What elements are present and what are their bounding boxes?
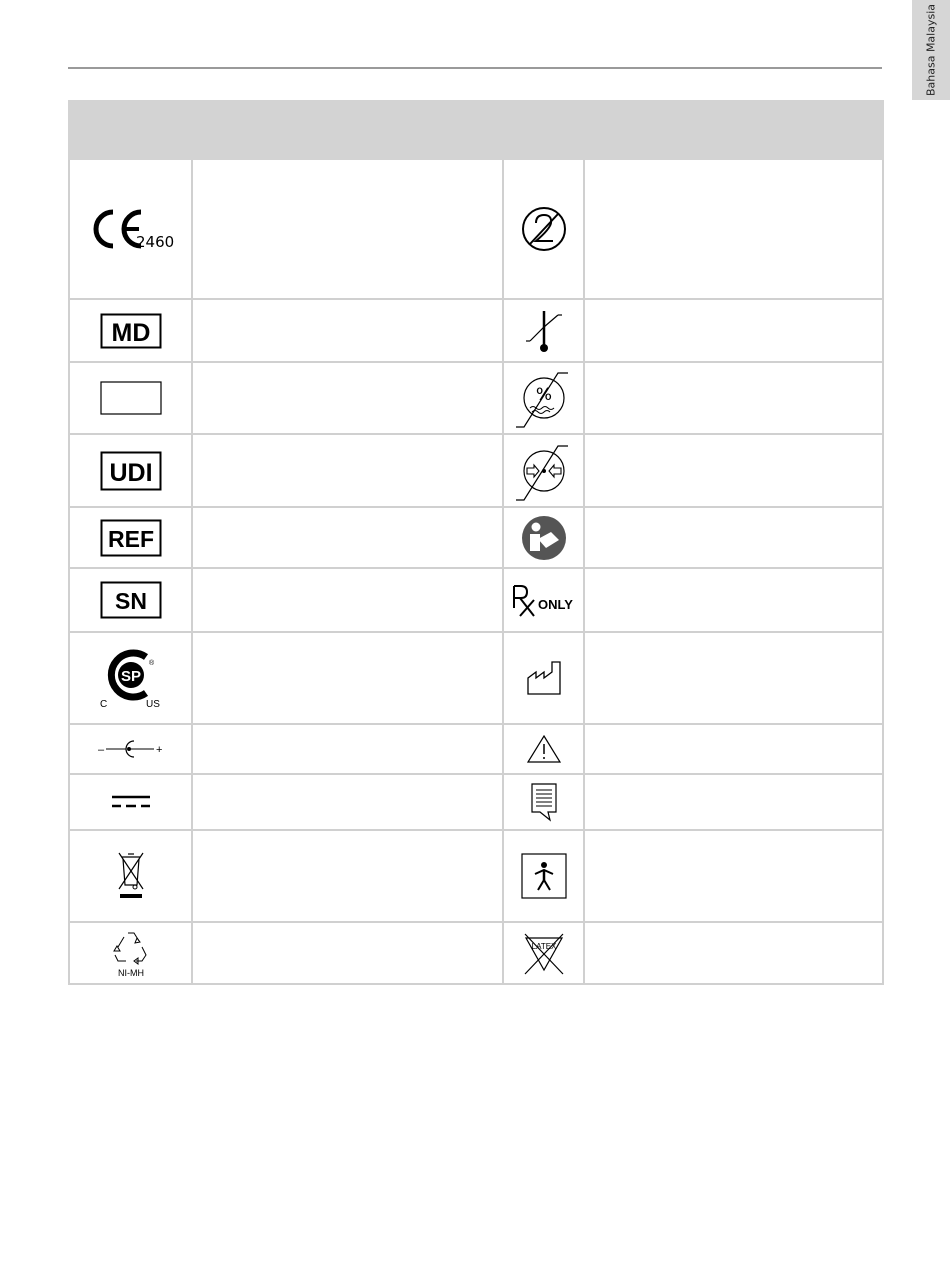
csa-monogram: SP [120,668,141,685]
symbol-description [584,774,883,830]
language-tab-label: Bahasa Malaysia [924,3,938,97]
symbol-description [584,724,883,774]
table-row [69,507,883,568]
ce-mark-icon [81,204,181,254]
latex-free-icon [521,930,567,976]
symbol-description [192,568,503,632]
symbol-cell [503,632,584,724]
symbol-description [584,299,883,362]
symbol-cell [69,568,192,632]
table-header [69,101,883,159]
direct-current-icon [109,792,153,812]
symbol-cell [503,568,584,632]
read-instructions-icon [521,515,567,561]
ce-notified-body-number: 2460 [135,233,174,251]
svg-text:®: ® [148,660,154,667]
table-row [69,434,883,507]
symbol-description [584,922,883,984]
pressure-limit-icon [514,440,574,502]
symbol-cell [503,507,584,568]
rx-only-label: ONLY [537,597,573,612]
type-bf-applied-part-icon [521,853,567,899]
symbol-cell [503,362,584,434]
symbol-cell [503,159,584,299]
table-row [69,299,883,362]
rx-only-icon [508,582,580,618]
symbol-cell [503,774,584,830]
symbol-cell [69,774,192,830]
symbol-cell [69,922,192,984]
blank-box-icon [100,381,162,415]
symbol-description [192,507,503,568]
table-row [69,774,883,830]
nimh-label: NI-MH [117,968,144,978]
table-row [69,830,883,922]
recycle-nimh-icon [106,927,156,979]
sn-label: SN [114,588,147,614]
table-row [69,632,883,724]
humidity-limit-icon [514,367,574,429]
table-row [69,362,883,434]
udi-icon [100,451,162,491]
table-header-row [69,101,883,159]
caution-icon [526,734,562,764]
table-row [69,159,883,299]
csa-mark-icon [96,647,166,709]
symbol-cell [69,507,192,568]
weee-bin-icon [114,851,148,901]
symbol-description [584,159,883,299]
symbol-cell [503,434,584,507]
symbol-cell [69,362,192,434]
symbol-description [584,507,883,568]
symbol-description [192,632,503,724]
symbol-cell [503,922,584,984]
serial-number-icon [100,581,162,619]
humidity-percent-sign: % [535,385,552,405]
symbol-cell [69,434,192,507]
symbol-description [584,632,883,724]
manufacturer-icon [524,658,564,698]
symbols-table [68,100,884,985]
symbol-cell [503,830,584,922]
header-rule [68,67,882,69]
symbol-cell [69,299,192,362]
medical-device-icon [100,313,162,349]
dc-polarity-icon [96,737,166,761]
symbol-description [192,299,503,362]
symbol-description [584,568,883,632]
table-row [69,724,883,774]
reference-number-icon [100,519,162,557]
symbol-cell [503,724,584,774]
latex-label: LATEX [531,942,556,951]
do-not-reuse-icon [520,205,568,253]
symbol-description [584,362,883,434]
language-tab[interactable] [912,0,950,100]
table-row [69,568,883,632]
md-label: MD [111,318,150,347]
udi-label: UDI [108,458,153,487]
symbol-description [192,774,503,830]
ref-label: REF [107,525,154,552]
symbol-cell [69,159,192,299]
polarity-minus: – [97,744,104,756]
table-row [69,922,883,984]
symbol-description [192,922,503,984]
csa-us-label: US [145,699,160,709]
symbol-cell [69,632,192,724]
instructions-leaflet-icon [526,781,562,823]
symbol-cell [69,724,192,774]
symbol-description [192,724,503,774]
symbol-description [584,434,883,507]
symbol-description [584,830,883,922]
symbol-description [192,434,503,507]
polarity-plus: + [155,744,162,756]
symbol-description [192,362,503,434]
csa-c-label: C [99,699,107,709]
symbol-description [192,159,503,299]
symbol-description [192,830,503,922]
symbol-cell [503,299,584,362]
symbol-cell [69,830,192,922]
temperature-limit-icon [524,305,564,357]
